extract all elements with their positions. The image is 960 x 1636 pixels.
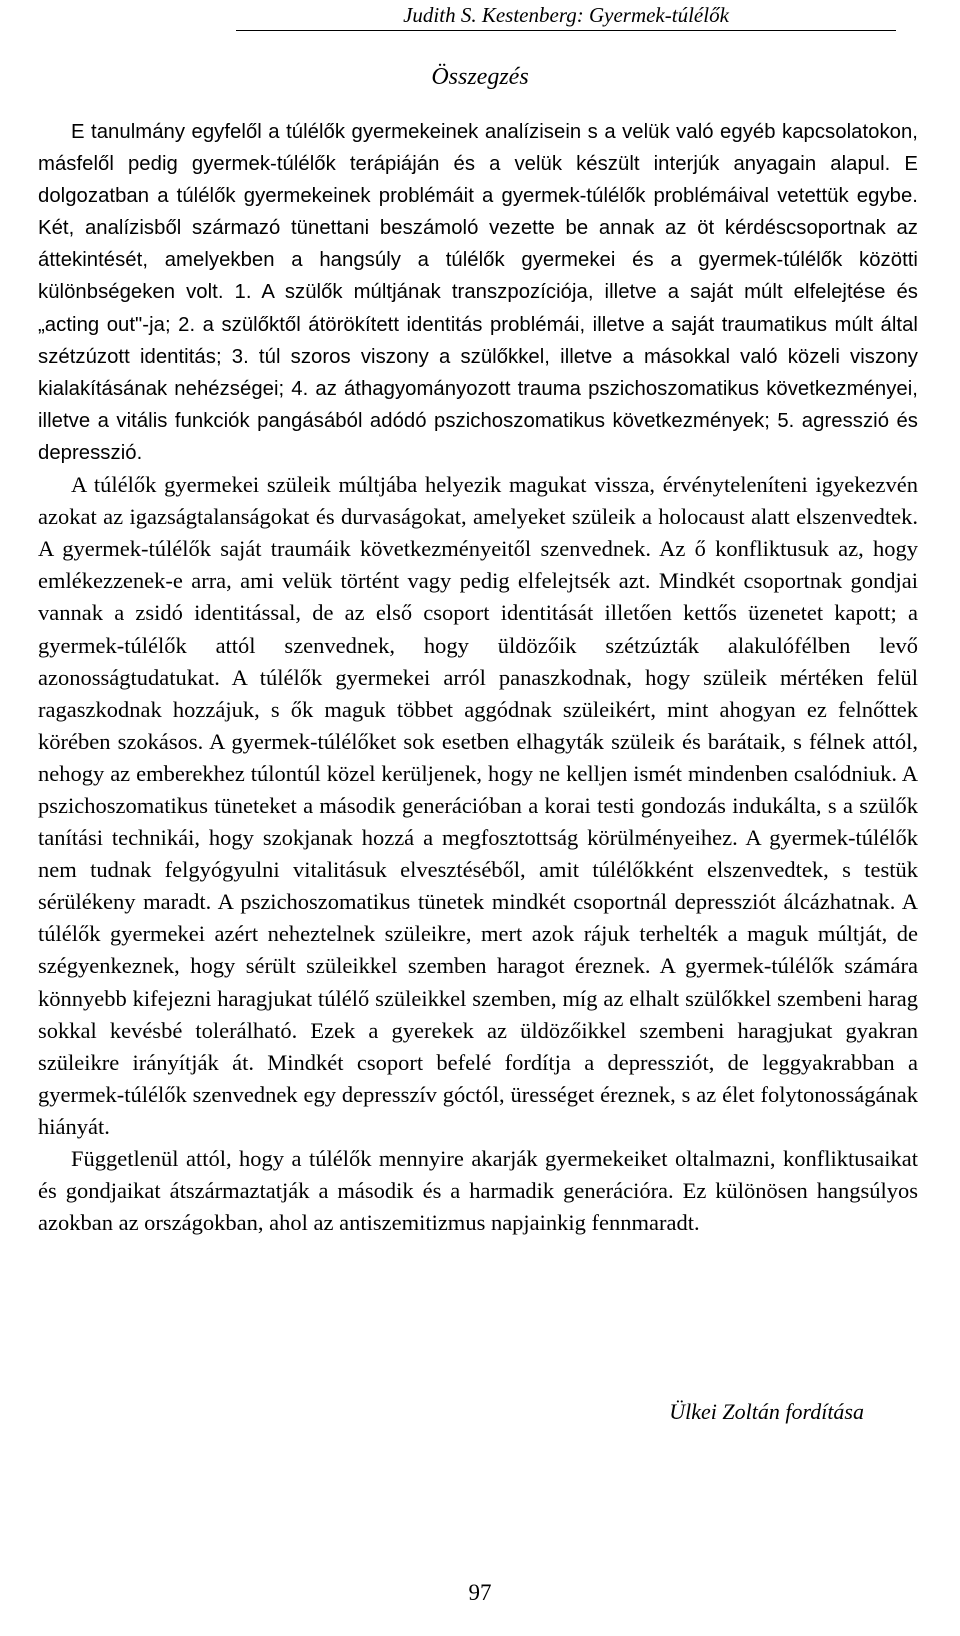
paragraph-summary: E tanulmány egyfelől a túlélők gyermekeinek analízisein s a velük való egyéb kapcsolatokon, másfelől pedig gyermek-túlélők terápiáján és a velük készült interjúk anyagain alapul. E dolgozatban a túlélők gyermekeinek problémáit a gyermek-túlélők problémáival vetettük egybe. Két, analízisből származó tünettani beszámoló vezette be annak az öt kérdéscsoportnak az áttekintését, amelyekben a hangsúly a túlélők gyermekei és a gyermek-túlélők közötti különbségeken volt. 1. A szülők múltjának transzpozíciója, illetve a saját múlt elfelejtése és „acting out"-ja; 2. a szülőktől átörökített identitás problémái, illetve a saját traumatikus múlt által szétzúzott identitás; 3. túl szoros viszony a szülőkkel, illetve a másokkal való közeli viszony kialakításának nehézségei; 4. az áthagyományozott trauma pszichoszomatikus következményei, illetve a vitális funkciók pangásából adódó pszichoszomatikus következmények; 5. agresszió és depresszió.: [38, 121, 918, 464]
section-title: Összegzés: [431, 64, 529, 90]
paragraph-comparison: A túlélők gyermekei szüleik múltjába helyezik magukat vissza, érvényteleníteni igyekezvén azokat az igazságtalanságokat és durvaságokat, amelyeket szüleik a holocaust alatt elszenvedtek. A gyermek-túlélők saját traumáik következményeitől szenvednek. Az ő konfliktusuk az, hogy emlékezzenek-e arra, ami velük történt vagy pedig elfelejtsék azt. Mindkét csoportnak gondjai vannak a zsidó identitással, de az első csoport identitását illetően kettős üzenetet kapott; a gyermek-túlélők attól szenvednek, hogy üldözőik szétzúzták alakulófélben levő azonosságtudatukat. A túlélők gyermekei arról panaszkodnak, hogy szüleik mértéken felül ragaszkodnak hozzájuk, s ők maguk többet aggódnak szüleikért, mint ahogyan ez felnőttek körében szokásos. A gyermek-túlélőket sok esetben elhagyták szüleik és barátaik, s félnek attól, nehogy az emberekhez túlontúl közel kerüljenek, hogy ne kelljen ismét mindenben csalódniuk. A pszichoszomatikus tüneteket a második generációban a korai testi gondozás indukálta, s a szülők tanítási technikái, hogy szokjanak hozzá a megfosztottság körülményeihez. A gyermek-túlélők nem tudnak felgyógyulni vitalitásuk elvesztéséből, amit túlélőkként elszenvedtek, s testük sérülékeny maradt. A pszichoszomatikus tünetek mindkét csoportnál depressziót álcázhatnak. A túlélők gyermekei azért neheztelnek szüleikre, mert azok rájuk terhelték a maguk múltját, de szégyenkeznek, hogy sérült szüleikkel szemben haragot éreznek. A gyermek-túlélők számára könnyebb kifejezni haragjukat túlélő szüleikkel szemben, míg az elhalt szülőkkel szembeni harag sokkal kevésbé tolerálható. Ezek a gyerekek az üldözőikkel szembeni haragjukat gyakran szüleikre irányítják át. Mindkét csoport befelé fordítja a depressziót, de leggyakrabban a gyermek-túlélők szenvednek egy depresszív góctól, ürességet éreznek, s az élet folytonosságának hiányát.: [38, 472, 918, 1139]
paragraph-conclusion: Függetlenül attól, hogy a túlélők mennyire akarják gyermekeiket oltalmazni, konfliktusaikat és gondjaikat átszármaztatják a második és a harmadik generációra. Ez különösen hangsúlyos azokban az országokban, ahol az antiszemitizmus napjainkig fennmaradt.: [38, 1146, 918, 1236]
page-number: 97: [468, 1580, 492, 1605]
running-head: Judith S. Kestenberg: Gyermek-túlélők: [236, 2, 896, 31]
translator-credit: Ülkei Zoltán fordítása: [669, 1399, 864, 1424]
body-text: [38, 116, 918, 1239]
